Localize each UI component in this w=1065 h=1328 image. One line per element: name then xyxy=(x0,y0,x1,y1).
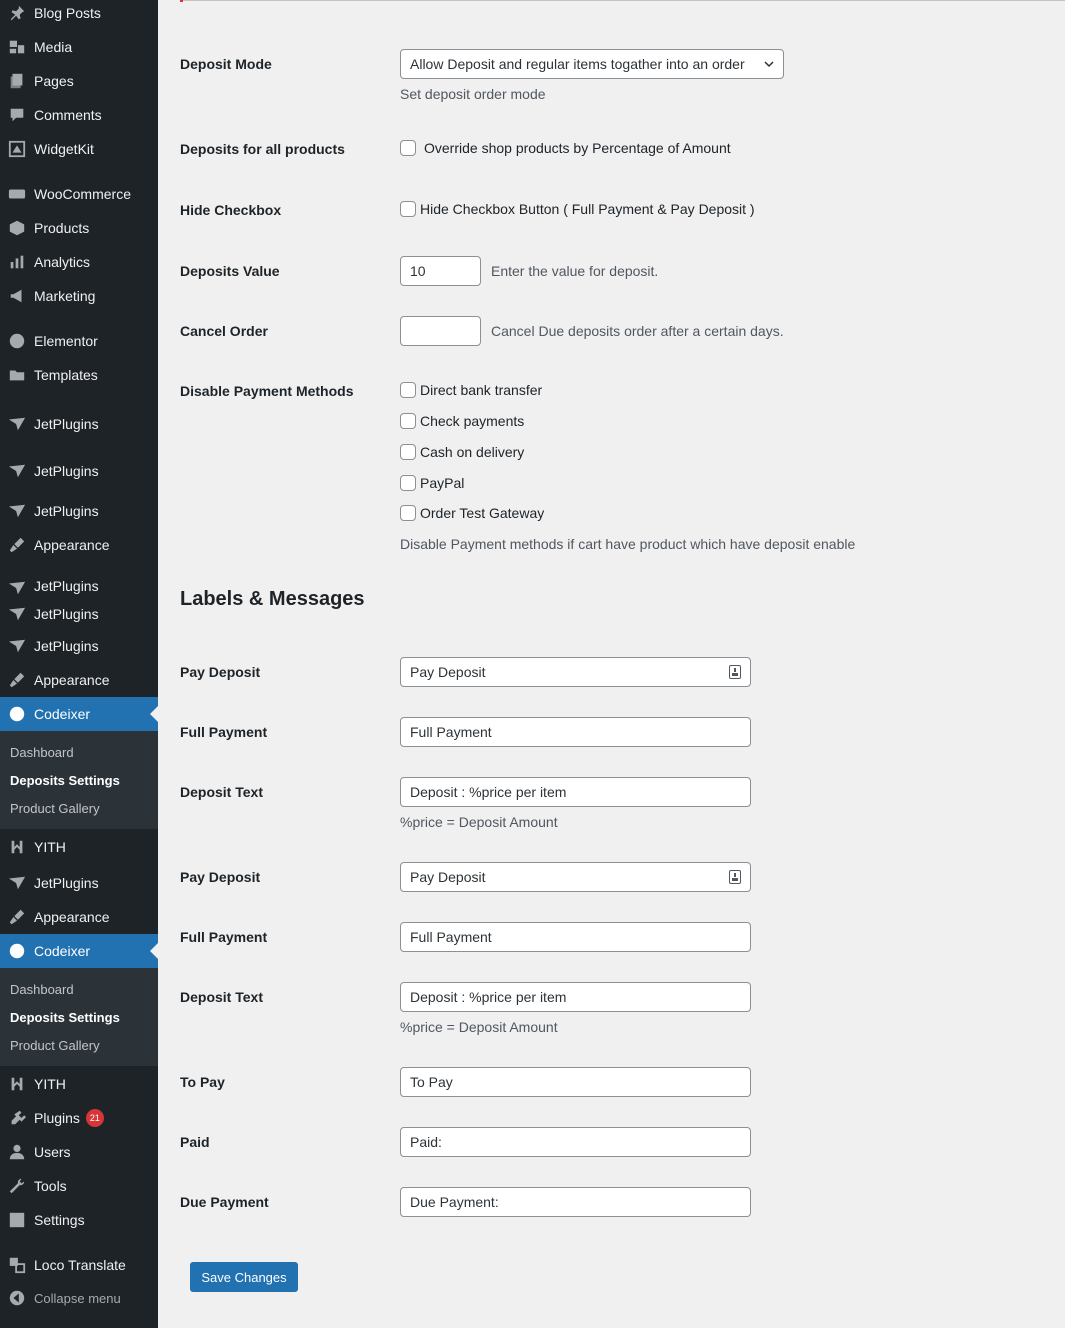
pages-icon xyxy=(7,71,27,91)
menu-item-analytics[interactable]: Analytics xyxy=(0,245,158,279)
to-pay-input[interactable]: To Pay xyxy=(400,1067,751,1097)
jet-icon xyxy=(7,636,27,656)
payment-method-check[interactable]: Check payments xyxy=(400,413,524,429)
all-products-label: Deposits for all products xyxy=(180,141,345,157)
cancel-order-description: Cancel Due deposits order after a certain days. xyxy=(491,323,784,339)
collapse-icon xyxy=(7,1288,27,1308)
deposit-text-label: Deposit Text xyxy=(180,989,263,1005)
jet-icon xyxy=(7,578,27,594)
submenu-product-gallery[interactable]: Product Gallery xyxy=(10,800,100,816)
menu-item-products[interactable]: Products xyxy=(0,211,158,245)
jet-icon xyxy=(7,414,27,434)
cancel-order-input[interactable] xyxy=(400,316,481,346)
menu-item-yith[interactable]: YITH xyxy=(0,1067,158,1101)
codeixer-submenu xyxy=(0,968,158,1066)
pay-deposit-label: Pay Deposit xyxy=(180,664,261,680)
deposit-text-description: %price = Deposit Amount xyxy=(400,1019,558,1035)
pay-deposit-input[interactable]: Pay Deposit xyxy=(400,862,751,892)
pay-deposit-label: Pay Deposit xyxy=(180,869,261,885)
section-title: Labels & Messages xyxy=(180,588,365,610)
paid-label: Paid xyxy=(180,1134,210,1150)
analytics-icon xyxy=(7,252,27,272)
divider xyxy=(180,0,1065,1)
deposits-value-label: Deposits Value xyxy=(180,263,280,279)
menu-item-elementor[interactable]: Elementor xyxy=(0,324,158,358)
menu-item-jetplugins[interactable]: JetPlugins xyxy=(0,407,158,441)
brush-icon xyxy=(7,535,27,555)
submenu-deposits-settings[interactable]: Deposits Settings xyxy=(10,1009,120,1025)
full-payment-label: Full Payment xyxy=(180,724,268,740)
deposit-text-input[interactable]: Deposit : %price per item xyxy=(400,982,751,1012)
checkbox-box[interactable] xyxy=(400,140,416,156)
notice-marker xyxy=(180,0,183,2)
yith-icon xyxy=(7,837,27,857)
paid-input[interactable]: Paid: xyxy=(400,1127,751,1157)
menu-item-loco-translate[interactable]: Loco Translate xyxy=(0,1248,158,1282)
autofill-icon[interactable] xyxy=(729,870,741,884)
menu-item-codeixer[interactable]: Codeixer xyxy=(0,934,158,968)
admin-sidebar xyxy=(0,0,158,1328)
menu-item-widgetkit[interactable]: WidgetKit xyxy=(0,132,158,166)
due-payment-label: Due Payment xyxy=(180,1194,269,1210)
menu-item-woocommerce[interactable]: WooCommerce xyxy=(0,177,158,211)
menu-item-jetplugins[interactable]: JetPlugins xyxy=(0,597,158,631)
checkbox-box[interactable] xyxy=(400,382,416,398)
widgetkit-icon xyxy=(7,139,27,159)
deposits-value-description: Enter the value for deposit. xyxy=(491,263,659,279)
deposit-mode-value: Allow Deposit and regular items togather into an order xyxy=(410,56,745,72)
deposit-mode-label: Deposit Mode xyxy=(180,56,272,72)
menu-item-jetplugins[interactable]: JetPlugins xyxy=(0,629,158,663)
pay-deposit-input[interactable]: Pay Deposit xyxy=(400,657,751,687)
full-payment-label: Full Payment xyxy=(180,929,268,945)
jet-icon xyxy=(7,501,27,521)
menu-item-jetplugins[interactable]: JetPlugins xyxy=(0,572,158,594)
tools-icon xyxy=(7,1176,27,1196)
checkbox-box[interactable] xyxy=(400,505,416,521)
menu-item-appearance[interactable]: Appearance xyxy=(0,663,158,697)
full-payment-input[interactable]: Full Payment xyxy=(400,922,751,952)
menu-item-jetplugins[interactable]: JetPlugins xyxy=(0,494,158,528)
menu-item-yith[interactable]: YITH xyxy=(0,830,158,864)
plugins-update-badge: 21 xyxy=(86,1109,104,1127)
collapse-menu-button[interactable]: Collapse menu xyxy=(0,1281,158,1315)
checkbox-box[interactable] xyxy=(400,413,416,429)
media-icon xyxy=(7,37,27,57)
menu-item-pages[interactable]: Pages xyxy=(0,64,158,98)
to-pay-label: To Pay xyxy=(180,1074,225,1090)
menu-item-users[interactable]: Users xyxy=(0,1135,158,1169)
submenu-product-gallery[interactable]: Product Gallery xyxy=(10,1037,100,1053)
menu-item-plugins[interactable]: Plugins 21 xyxy=(0,1101,158,1135)
codeixer-icon xyxy=(7,941,27,961)
submenu-dashboard[interactable]: Dashboard xyxy=(10,744,74,760)
users-icon xyxy=(7,1142,27,1162)
codeixer-submenu xyxy=(0,731,158,829)
brush-icon xyxy=(7,907,27,927)
checkbox-box[interactable] xyxy=(400,201,416,217)
jet-icon xyxy=(7,873,27,893)
menu-item-marketing[interactable]: Marketing xyxy=(0,279,158,313)
translate-icon xyxy=(7,1255,27,1275)
menu-item-appearance[interactable]: Appearance xyxy=(0,900,158,934)
folder-icon xyxy=(7,365,27,385)
payment-method-test-gateway[interactable]: Order Test Gateway xyxy=(400,505,544,521)
full-payment-input[interactable]: Full Payment xyxy=(400,717,751,747)
deposit-mode-description: Set deposit order mode xyxy=(400,86,546,102)
menu-item-comments[interactable]: Comments xyxy=(0,98,158,132)
elementor-icon xyxy=(7,331,27,351)
save-changes-button[interactable]: Save Changes xyxy=(190,1262,298,1292)
chevron-down-icon xyxy=(763,58,775,70)
hide-checkbox-option[interactable]: Hide Checkbox Button ( Full Payment & Pay Deposit ) xyxy=(400,201,755,217)
checkbox-box[interactable] xyxy=(400,444,416,460)
menu-item-templates[interactable]: Templates xyxy=(0,358,158,392)
codeixer-icon xyxy=(7,704,27,724)
menu-item-blog-posts[interactable]: Blog Posts xyxy=(0,0,158,30)
megaphone-icon xyxy=(7,286,27,306)
yith-icon xyxy=(7,1074,27,1094)
cancel-order-label: Cancel Order xyxy=(180,323,268,339)
deposit-text-input[interactable]: Deposit : %price per item xyxy=(400,777,751,807)
menu-item-appearance[interactable]: Appearance xyxy=(0,528,158,562)
payment-method-cod[interactable]: Cash on delivery xyxy=(400,444,524,460)
products-icon xyxy=(7,218,27,238)
submenu-deposits-settings[interactable]: Deposits Settings xyxy=(10,772,120,788)
payment-method-paypal[interactable]: PayPal xyxy=(400,475,464,491)
payment-method-direct-bank[interactable]: Direct bank transfer xyxy=(400,382,542,398)
jet-icon xyxy=(7,461,27,481)
due-payment-input[interactable]: Due Payment: xyxy=(400,1187,751,1217)
deposit-mode-select[interactable] xyxy=(400,49,784,79)
menu-item-codeixer[interactable]: Codeixer xyxy=(0,697,158,731)
disable-payment-description: Disable Payment methods if cart have product which have deposit enable xyxy=(400,536,856,552)
deposit-text-description: %price = Deposit Amount xyxy=(400,814,558,830)
comments-icon xyxy=(7,105,27,125)
submenu-dashboard[interactable]: Dashboard xyxy=(10,981,74,997)
checkbox-box[interactable] xyxy=(400,475,416,491)
deposit-text-label: Deposit Text xyxy=(180,784,263,800)
hide-checkbox-label: Hide Checkbox xyxy=(180,202,282,218)
woo-icon xyxy=(7,184,27,204)
deposits-value-input[interactable]: 10 xyxy=(400,256,481,286)
pin-icon xyxy=(7,3,27,23)
jet-icon xyxy=(7,604,27,624)
plugins-icon xyxy=(7,1108,27,1128)
menu-item-jetplugins[interactable]: JetPlugins xyxy=(0,454,158,488)
settings-icon xyxy=(7,1210,27,1230)
menu-item-media[interactable]: Media xyxy=(0,30,158,64)
brush-icon xyxy=(7,670,27,690)
all-products-checkbox[interactable]: Override shop products by Percentage of Amount xyxy=(400,140,731,156)
menu-item-jetplugins[interactable]: JetPlugins xyxy=(0,866,158,900)
menu-item-settings[interactable]: Settings xyxy=(0,1203,158,1237)
disable-payment-label: Disable Payment Methods xyxy=(180,383,354,399)
autofill-icon[interactable] xyxy=(729,665,741,679)
menu-item-tools[interactable]: Tools xyxy=(0,1169,158,1203)
settings-content xyxy=(158,0,1065,1328)
